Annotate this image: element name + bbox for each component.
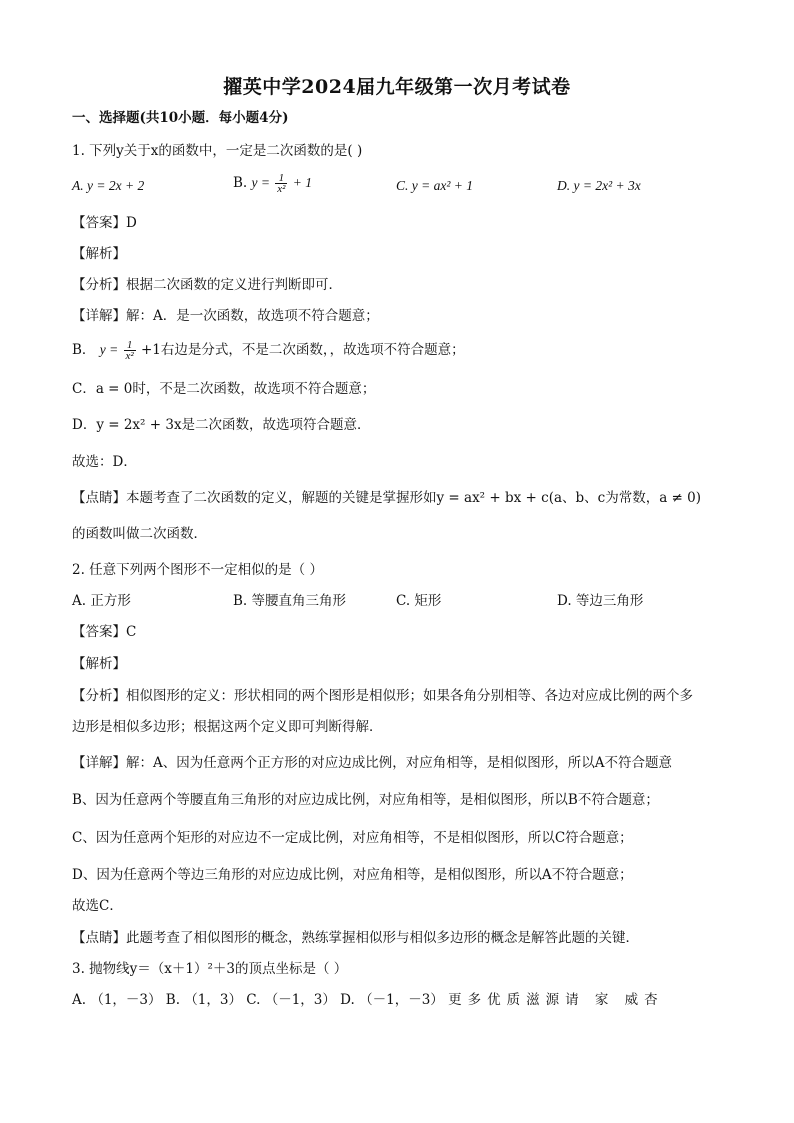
question-3-option-list: A. （1，－3） B. （1，3） C. （－1，3） D. （－1，－3） <box>72 992 444 1008</box>
section-heading-choice: 一、选择题(共10小题．每小题4分) <box>72 110 289 126</box>
question-1-analysis-label: 【解析】 <box>72 246 126 262</box>
detail-b-fraction <box>124 340 136 361</box>
exam-title: 擢英中学2024届九年级第一次月考试卷 <box>223 76 571 98</box>
option-b-fraction <box>275 173 287 194</box>
question-2-choice: 故选C． <box>72 898 123 914</box>
option-b-suffix: + 1 <box>292 175 313 190</box>
question-1-option-d: D. y = 2x² + 3x <box>557 178 641 193</box>
question-1-stem: 1. 下列y关于x的函数中，一定是二次函数的是( ) <box>72 143 363 159</box>
option-b-y: y = <box>251 175 270 190</box>
question-1-comment-line-1: 【点睛】本题考查了二次函数的定义，解题的关键是掌握形如y = ax² + bx + c(a、b、c为常数，a ≠ 0) <box>72 490 702 506</box>
question-2-detail-b: B、因为任意两个等腰直角三角形的对应边成比例，对应角相等，是相似图形，所以B不符合题意； <box>72 792 659 808</box>
question-2-analysis-line-2: 边形是相似多边形；根据这两个定义即可判断得解． <box>72 719 383 735</box>
question-2-option-d: D. 等边三角形 <box>557 593 644 609</box>
fraction-numerator: 1 <box>124 340 136 351</box>
question-2-detail-a: 【详解】解：A、因为任意两个正方形的对应边成比例，对应角相等，是相似图形，所以A不符合题意 <box>72 755 672 771</box>
question-1-detail-a: 【详解】解：A．是一次函数，故选项不符合题意； <box>72 308 379 324</box>
question-2-answer: 【答案】C <box>72 624 137 640</box>
question-3-options <box>72 991 664 1009</box>
question-1-comment-line-2: 的函数叫做二次函数． <box>72 526 207 542</box>
question-1-answer: 【答案】D <box>72 215 137 231</box>
question-1-option-c: C. y = ax² + 1 <box>396 178 474 193</box>
fraction-numerator: 1 <box>275 173 287 184</box>
question-2-option-a: A. 正方形 <box>72 593 131 609</box>
fraction-denominator: x² <box>125 350 134 362</box>
question-2-analysis-label: 【解析】 <box>72 656 126 672</box>
question-2-detail-c: C、因为任意两个矩形的对应边不一定成比例，对应角相等，不是相似图形，所以C符合题意； <box>72 830 633 846</box>
question-2-stem: 2. 任意下列两个图形不一定相似的是（ ） <box>72 562 323 578</box>
watermark-text: 更多优质滋源请 家 威杏 <box>448 992 664 1008</box>
question-1-analysis: 【分析】根据二次函数的定义进行判断即可． <box>72 277 342 293</box>
question-3-stem: 3. 抛物线y＝（x＋1）²＋3的顶点坐标是（ ） <box>72 961 348 977</box>
option-b-label: B. <box>233 175 248 191</box>
question-2-option-c: C. 矩形 <box>396 593 442 609</box>
fraction-denominator: x² <box>277 183 286 195</box>
question-2-comment: 【点睛】此题考查了相似图形的概念，熟练掌握相似形与相似多边形的概念是解答此题的关键． <box>72 930 639 946</box>
question-1-detail-b <box>72 340 465 361</box>
question-1-detail-d: D．y = 2x² + 3x是二次函数，故选项符合题意． <box>72 417 371 433</box>
question-1-detail-c: C．a = 0时，不是二次函数，故选项不符合题意； <box>72 381 376 397</box>
question-2-analysis-line-1: 【分析】相似图形的定义：形状相同的两个图形是相似形；如果各角分别相等、各边对应成比例的两个多 <box>72 688 693 704</box>
question-2-option-b: B. 等腰直角三角形 <box>233 593 347 609</box>
question-1-option-a: A. y = 2x + 2 <box>72 178 145 193</box>
question-2-detail-d: D、因为任意两个等边三角形的对应边成比例，对应角相等，是相似图形，所以A不符合题意； <box>72 867 633 883</box>
detail-b-label: B． <box>72 342 96 358</box>
detail-b-text: +1右边是分式，不是二次函数，，故选项不符合题意； <box>140 342 465 358</box>
detail-b-y: y = <box>99 342 119 357</box>
question-1-option-b <box>233 173 312 194</box>
question-1-choice: 故选：D． <box>72 454 137 470</box>
